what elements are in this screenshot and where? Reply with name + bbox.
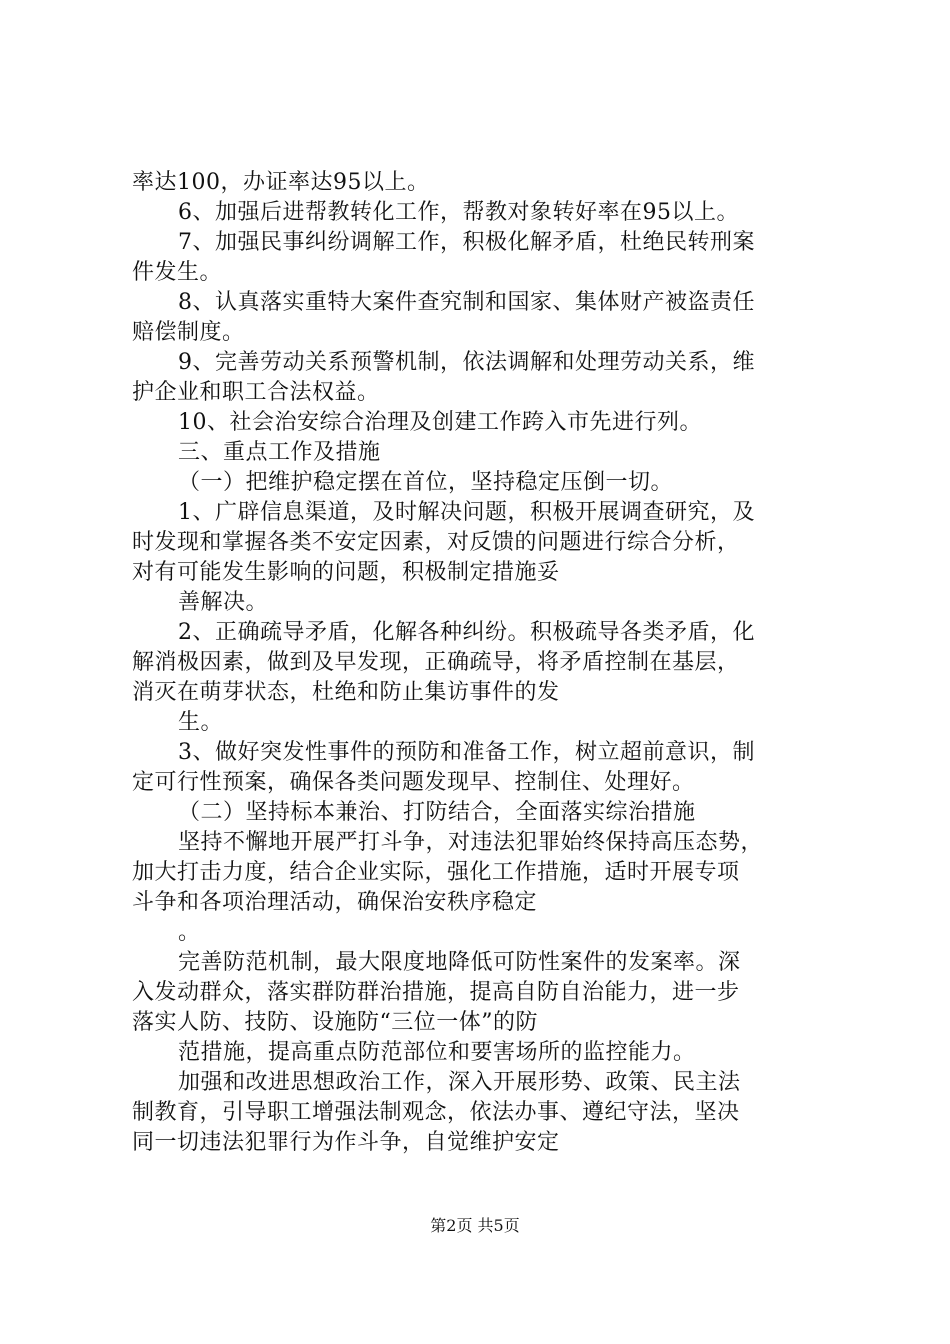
- text-line: 9、完善劳动关系预警机制，依法调解和处理劳动关系，维: [178, 350, 755, 375]
- text-line: 加大打击力度，结合企业实际，强化工作措施，适时开展专项: [132, 860, 740, 885]
- text-line: 入发动群众，落实群防群治措施，提高自防自治能力，进一步: [132, 980, 740, 1005]
- text-line: （二）坚持标本兼治、打防结合，全面落实综治措施: [178, 800, 696, 825]
- text-line: 落实人防、技防、设施防“三位一体”的防: [132, 1010, 538, 1035]
- text-line: 同一切违法犯罪行为作斗争，自觉维护安定: [132, 1130, 560, 1155]
- text-line: 坚持不懈地开展严打斗争，对违法犯罪始终保持高压态势，: [178, 830, 764, 855]
- text-line: 完善防范机制，最大限度地降低可防性案件的发案率。深: [178, 950, 741, 975]
- text-line: 善解决。: [178, 590, 269, 615]
- text-line: 10、社会治安综合治理及创建工作跨入市先进行列。: [178, 410, 702, 435]
- page-footer: [0, 1216, 950, 1236]
- text-line: 时发现和掌握各类不安定因素，对反馈的问题进行综合分析，: [132, 530, 740, 555]
- text-line: 三、重点工作及措施: [178, 440, 381, 465]
- text-line: 制教育，引导职工增强法制观念，依法办事、遵纪守法，坚决: [132, 1100, 740, 1125]
- text-line: 2、正确疏导矛盾，化解各种纠纷。积极疏导各类矛盾，化: [178, 620, 755, 645]
- text-line: 加强和改进思想政治工作，深入开展形势、政策、民主法: [178, 1070, 741, 1095]
- text-line: 8、认真落实重特大案件查究制和国家、集体财产被盗责任: [178, 290, 755, 315]
- text-line: 生。: [178, 710, 224, 735]
- document-body: [132, 168, 832, 1158]
- text-line: 范措施，提高重点防范部位和要害场所的监控能力。: [178, 1040, 696, 1065]
- text-line: 7、加强民事纠纷调解工作，积极化解矛盾，杜绝民转刑案: [178, 230, 755, 255]
- text-line: 1、广辟信息渠道，及时解决问题，积极开展调查研究，及: [178, 500, 755, 525]
- text-line: 护企业和职工合法权益。: [132, 380, 380, 405]
- text-line: 6、加强后进帮教转化工作，帮教对象转好率在95以上。: [178, 200, 739, 225]
- text-line: 定可行性预案，确保各类问题发现早、控制住、处理好。: [132, 770, 695, 795]
- text-line: （一）把维护稳定摆在首位，坚持稳定压倒一切。: [178, 470, 674, 495]
- page-number-label: 第2页 共5页: [430, 1216, 520, 1235]
- text-line: 斗争和各项治理活动，确保治安秩序稳定: [132, 890, 538, 915]
- text-line: 对有可能发生影响的问题，积极制定措施妥: [132, 560, 560, 585]
- text-line: 3、做好突发性事件的预防和准备工作，树立超前意识，制: [178, 740, 755, 765]
- text-line: 消灭在萌芽状态，杜绝和防止集访事件的发: [132, 680, 560, 705]
- text-line: 件发生。: [132, 260, 223, 285]
- text-line: 赔偿制度。: [132, 320, 245, 345]
- text-line: 率达100，办证率达95以上。: [132, 170, 430, 195]
- text-line: 。: [178, 920, 201, 945]
- text-line: 解消极因素，做到及早发现，正确疏导，将矛盾控制在基层，: [132, 650, 740, 675]
